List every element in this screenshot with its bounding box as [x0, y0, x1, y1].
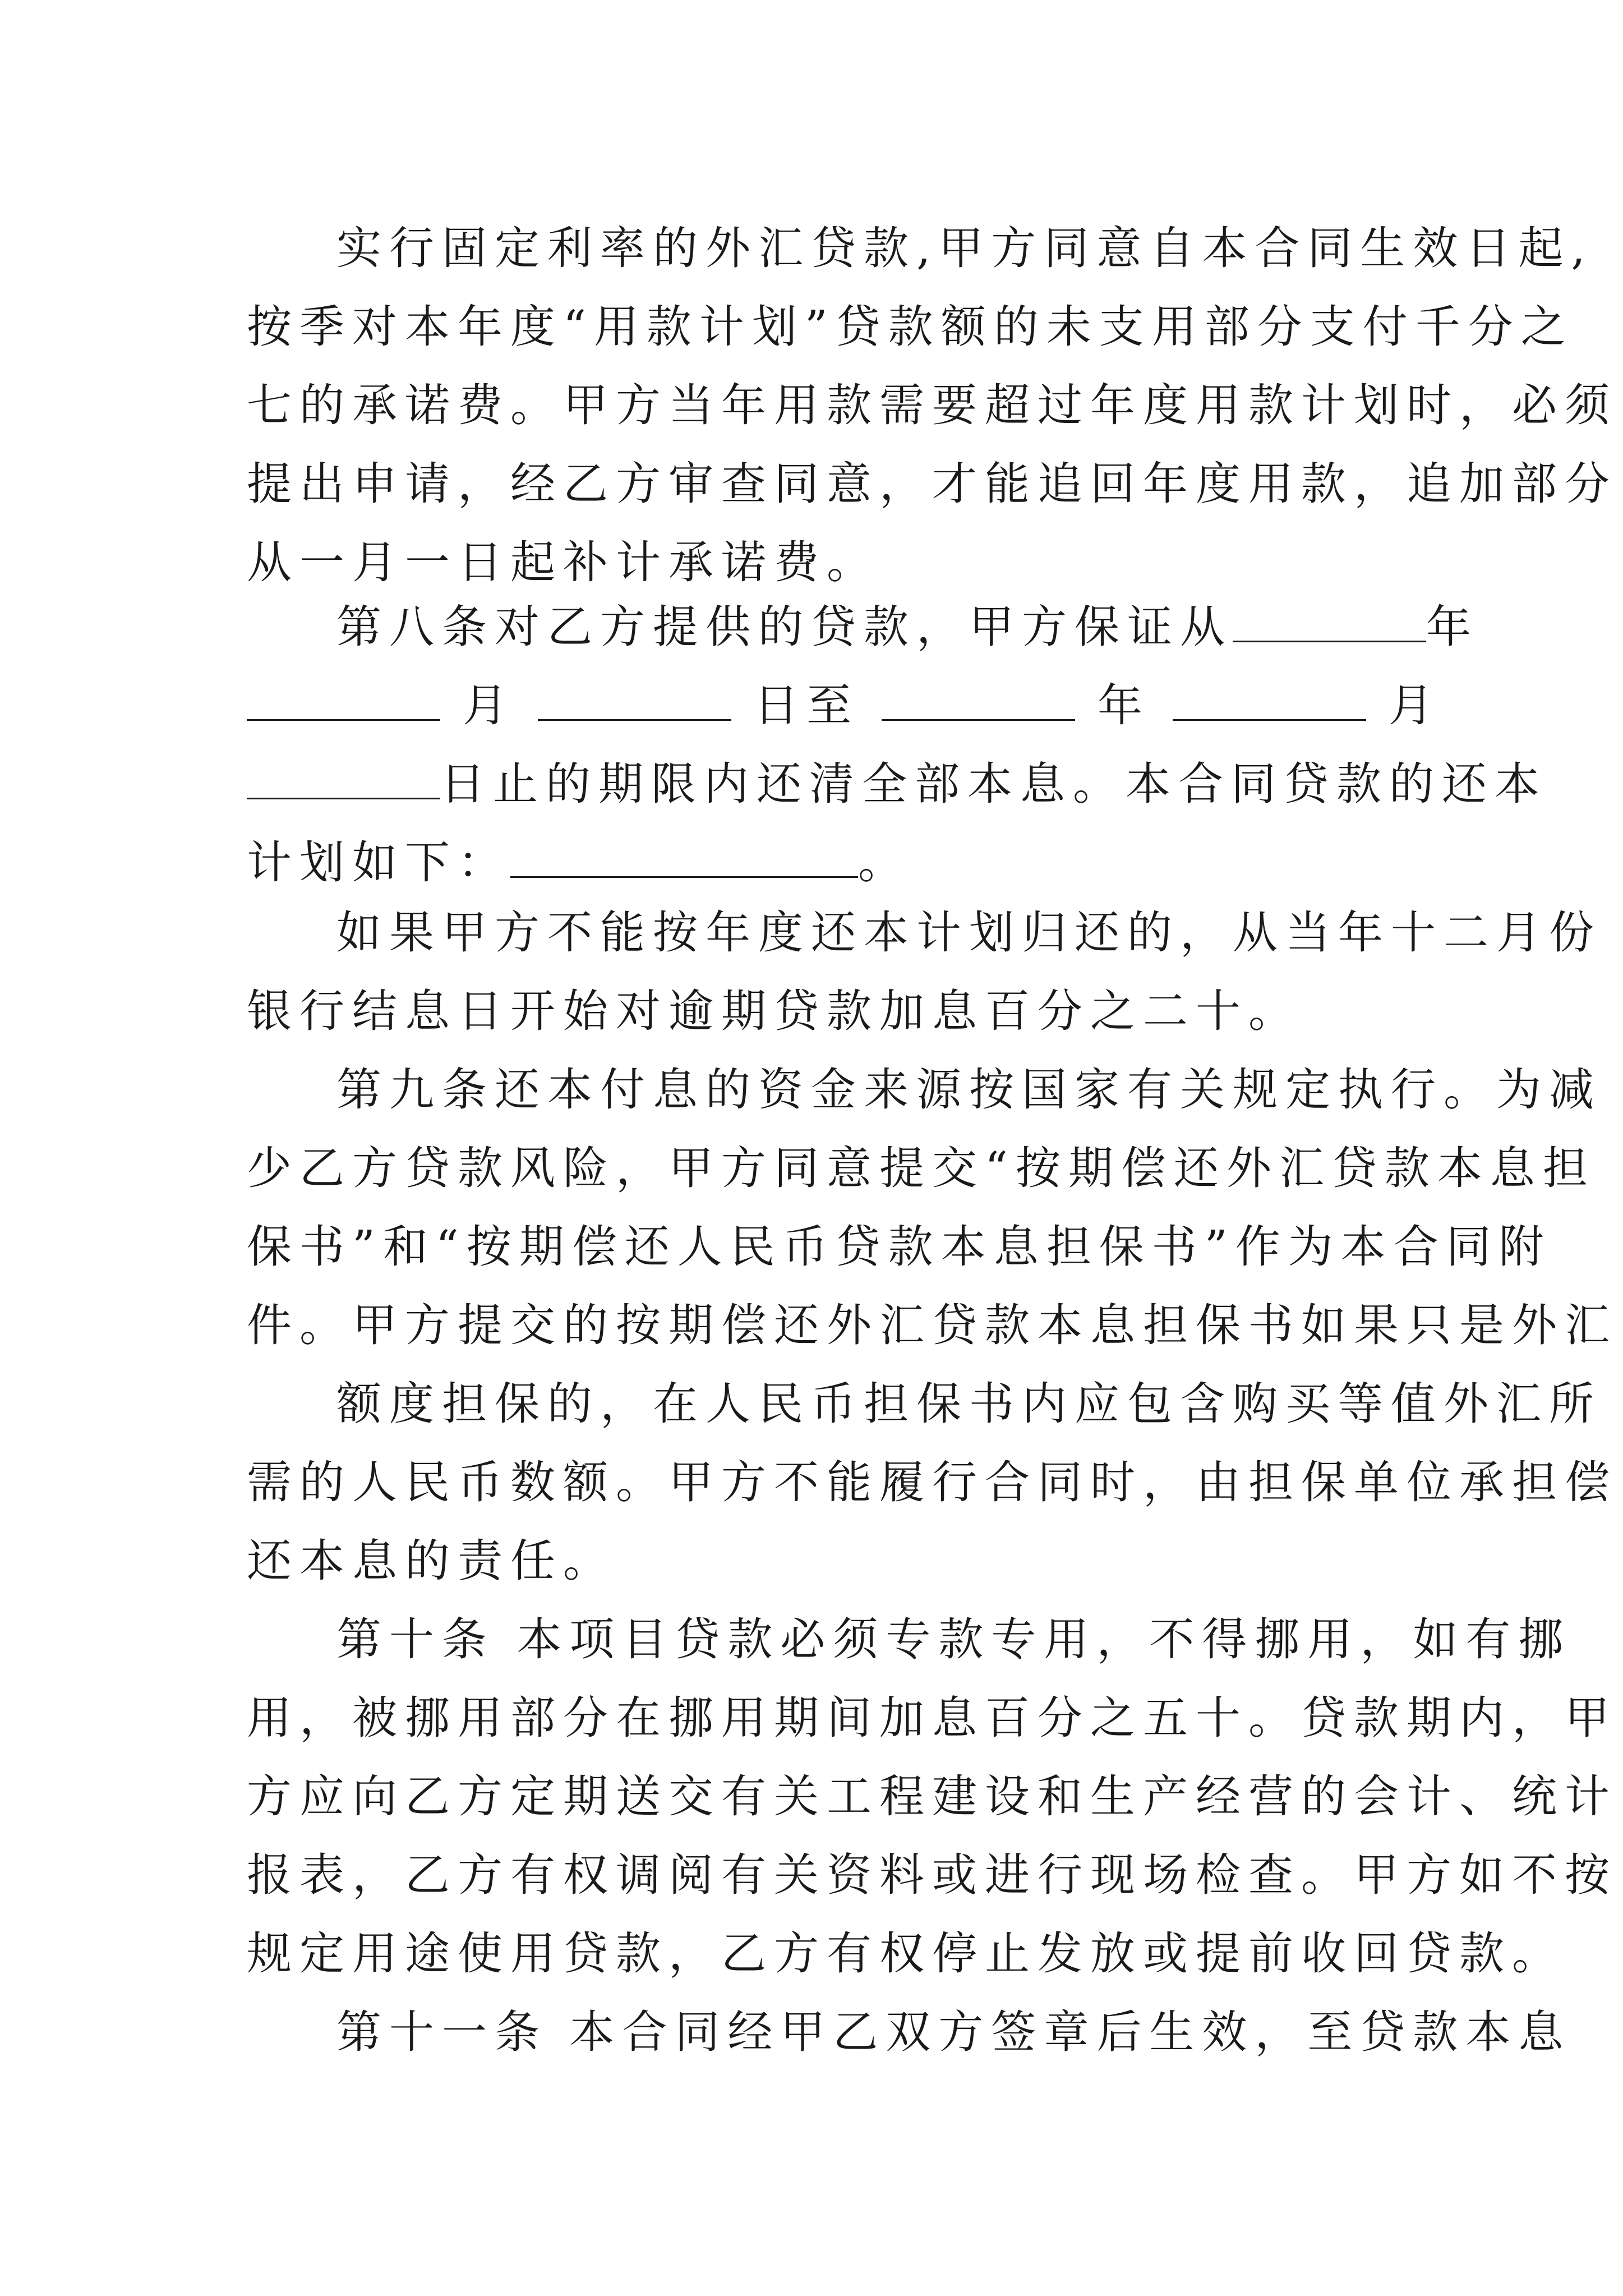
blank-year-start[interactable]: [1233, 601, 1426, 642]
article-8-line-1: [336, 599, 1479, 655]
text-line: 如果甲方不能按年度还本计划归还的，从当年十二月份: [336, 907, 1602, 959]
text-line: 从一月一日起补计承诺费。: [247, 536, 879, 588]
text-line: 银行结息日开始对逾期贷款加息百分之二十。: [247, 985, 1301, 1037]
blank-month-start[interactable]: [247, 680, 440, 721]
text-line: 保书”和“按期偿还人民币贷款本息担保书”作为本合同附: [247, 1221, 1552, 1273]
article-8-line-4: [247, 835, 911, 891]
blank-repayment-plan[interactable]: [510, 837, 858, 878]
text-segment: 第八条对乙方提供的贷款，甲方保证从: [336, 601, 1233, 653]
text-line: 报表，乙方有权调阅有关资料或进行现场检查。甲方如不按: [247, 1849, 1617, 1901]
text-line: 按季对本年度“用款计划”贷款额的未支用部分支付千分之: [247, 301, 1574, 353]
text-segment: 日至: [754, 679, 859, 731]
text-segment: 计划如下：: [247, 836, 510, 889]
text-line: 第九条还本付息的资金来源按国家有关规定执行。为减: [336, 1064, 1602, 1116]
text-segment: 。: [858, 836, 911, 889]
text-line: 第十一条 本合同经甲乙双方签章后生效，至贷款本息: [336, 2006, 1571, 2058]
blank-day-end[interactable]: [247, 758, 440, 799]
text-line: 用，被挪用部分在挪用期间加息百分之五十。贷款期内，甲: [247, 1692, 1617, 1744]
text-line: 提出申请，经乙方审查同意，才能追回年度用款，追加部分: [247, 458, 1617, 510]
article-8-line-3: [247, 756, 1547, 812]
text-line: 还本息的责任。: [247, 1535, 616, 1587]
text-segment: 年: [1098, 679, 1150, 731]
article-8-line-2: [247, 678, 1441, 734]
text-line: 方应向乙方定期送交有关工程建设和生产经营的会计、统计: [247, 1770, 1617, 1823]
blank-month-end[interactable]: [1173, 680, 1366, 721]
text-line: 额度担保的，在人民币担保书内应包含购买等值外汇所: [336, 1378, 1602, 1430]
text-line: 少乙方贷款风险，甲方同意提交“按期偿还外汇贷款本息担: [247, 1142, 1596, 1194]
text-line: 第十条 本项目贷款必须专款专用，不得挪用，如有挪: [336, 1613, 1571, 1665]
text-line: 七的承诺费。甲方当年用款需要超过年度用款计划时，必须: [247, 379, 1617, 431]
text-segment: 年: [1426, 601, 1479, 653]
text-segment: 月: [463, 679, 515, 731]
text-segment: 月: [1389, 679, 1441, 731]
text-line: 规定用途使用贷款，乙方有权停止发放或提前收回贷款。: [247, 1927, 1565, 1980]
text-line: 需的人民币数额。甲方不能履行合同时，由担保单位承担偿: [247, 1456, 1617, 1508]
text-line: 实行固定利率的外汇贷款,甲方同意自本合同生效日起,: [336, 222, 1593, 274]
blank-day-start[interactable]: [538, 680, 731, 721]
blank-year-end[interactable]: [882, 680, 1075, 721]
text-line: 件。甲方提交的按期偿还外汇贷款本息担保书如果只是外汇: [247, 1299, 1617, 1351]
text-segment: 日止的期限内还清全部本息。本合同贷款的还本: [440, 758, 1547, 810]
